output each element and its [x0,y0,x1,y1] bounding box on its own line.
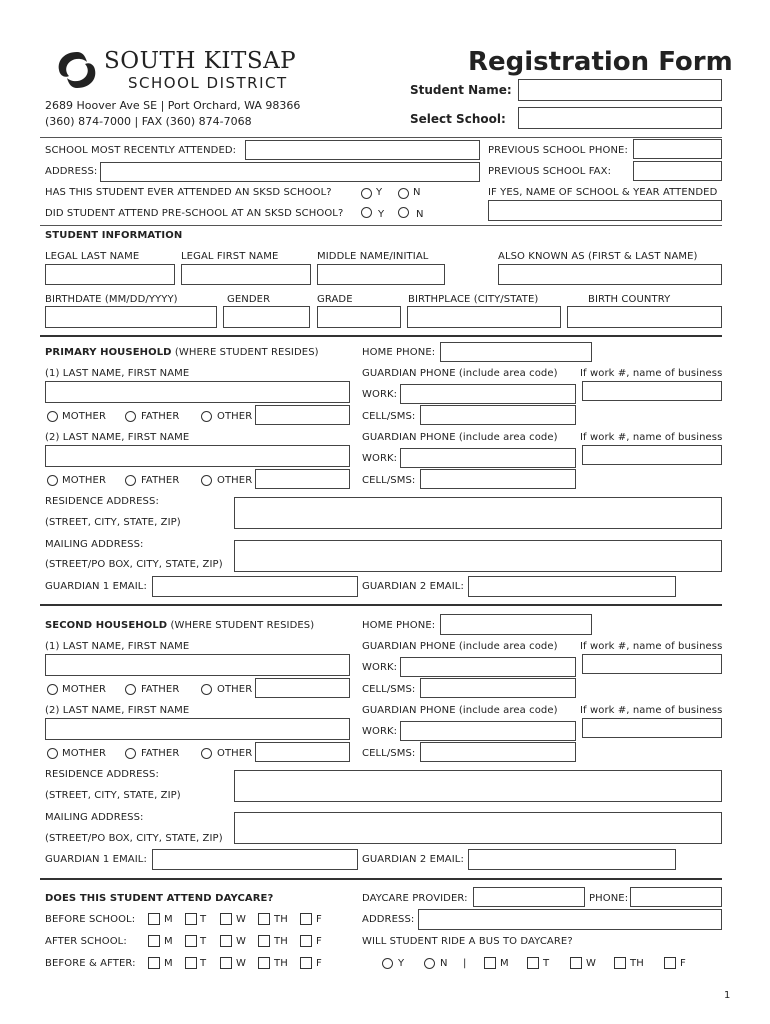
preschool-no-radio[interactable] [398,207,409,218]
divider [40,878,722,880]
gender-input[interactable] [223,306,310,328]
both-f-checkbox[interactable] [300,957,312,969]
cell-label: CELL/SMS: [362,411,416,422]
day-th-label: TH [274,914,288,925]
bus-yes-radio[interactable] [382,958,393,969]
day-f-label: F [680,958,686,969]
guardian-phone-label: GUARDIAN PHONE (include area code) [362,368,558,379]
residence-address-label: RESIDENCE ADDRESS: [45,496,159,507]
after-w-checkbox[interactable] [220,935,232,947]
cell-label: CELL/SMS: [362,475,416,486]
guardian2-email-label: GUARDIAN 2 EMAIL: [362,854,464,865]
day-w-label: W [236,936,246,947]
primary-g1-email-input[interactable] [152,576,358,597]
second-g2-cell-input[interactable] [420,742,576,762]
before-m-checkbox[interactable] [148,913,160,925]
gender-label: GENDER [227,294,271,305]
preschool-question: DID STUDENT ATTEND PRE-SCHOOL AT AN SKSD SCHOOL? [45,208,344,219]
prev-phone-label: PREVIOUS SCHOOL PHONE: [488,145,628,156]
father-label: FATHER [141,475,180,486]
before-f-checkbox[interactable] [300,913,312,925]
primary-g2-cell-input[interactable] [420,469,576,489]
day-t-label: T [200,914,207,925]
birth-country-input[interactable] [567,306,722,328]
day-th-label: TH [274,936,288,947]
second-g1-mother-radio[interactable] [47,684,58,695]
school-address-input[interactable] [100,162,480,182]
if-yes-input[interactable] [488,200,722,221]
primary-g2-mother-radio[interactable] [47,475,58,486]
residence-address-sub: (STREET, CITY, STATE, ZIP) [45,790,181,801]
after-f-checkbox[interactable] [300,935,312,947]
primary-home-phone-input[interactable] [440,342,592,362]
before-th-checkbox[interactable] [258,913,270,925]
guardian1-name-label: (1) LAST NAME, FIRST NAME [45,641,190,652]
guardian1-email-label: GUARDIAN 1 EMAIL: [45,581,147,592]
student-name-label: Student Name: [410,83,512,97]
divider [40,604,722,606]
after-m-checkbox[interactable] [148,935,160,947]
primary-heading-sub: (WHERE STUDENT RESIDES) [171,347,319,358]
if-yes-label: IF YES, NAME OF SCHOOL & YEAR ATTENDED [488,187,718,198]
yes-label: Y [376,187,383,198]
attended-no-radio[interactable] [398,188,409,199]
day-f-label: F [316,936,322,947]
work-label: WORK: [362,662,398,673]
mailing-address-label: MAILING ADDRESS: [45,812,144,823]
day-w-label: W [236,958,246,969]
work-label: WORK: [362,389,398,400]
yes-label: Y [378,209,385,220]
second-home-phone-input[interactable] [440,614,592,635]
work-label: WORK: [362,726,398,737]
second-g1-father-radio[interactable] [125,684,136,695]
primary-g1-name-input[interactable] [45,381,350,403]
home-phone-label: HOME PHONE: [362,347,436,358]
page-number: 1 [724,990,731,1001]
guardian2-name-label: (2) LAST NAME, FIRST NAME [45,705,190,716]
second-g1-cell-input[interactable] [420,678,576,698]
primary-g1-mother-radio[interactable] [47,411,58,422]
middle-name-label: MIDDLE NAME/INITIAL [317,251,429,262]
daycare-provider-label: DAYCARE PROVIDER: [362,893,468,904]
attended-question: HAS THIS STUDENT EVER ATTENDED AN SKSD SCHOOL? [45,187,332,198]
yes-label: Y [398,958,405,969]
birthdate-input[interactable] [45,306,217,328]
residence-address-sub: (STREET, CITY, STATE, ZIP) [45,517,181,528]
primary-g2-business-input[interactable] [582,445,722,465]
second-g2-business-input[interactable] [582,718,722,738]
primary-g2-father-radio[interactable] [125,475,136,486]
legal-first-label: LEGAL FIRST NAME [181,251,279,262]
logo-line1: SOUTH KITSAP [104,48,297,74]
second-g1-email-input[interactable] [152,849,358,870]
second-heading-text: SECOND HOUSEHOLD [45,620,168,631]
day-w-label: W [586,958,596,969]
address-label: ADDRESS: [45,166,98,177]
prev-fax-input[interactable] [633,161,722,181]
prev-phone-input[interactable] [633,139,722,159]
primary-g1-other-radio[interactable] [201,411,212,422]
guardian1-name-label: (1) LAST NAME, FIRST NAME [45,368,190,379]
bus-w-checkbox[interactable] [570,957,582,969]
second-household-heading [45,620,314,632]
attended-yes-radio[interactable] [361,188,372,199]
preschool-yes-radio[interactable] [361,207,372,218]
both-w-checkbox[interactable] [220,957,232,969]
after-th-checkbox[interactable] [258,935,270,947]
second-g1-other-input[interactable] [255,678,350,698]
daycare-phone-label: PHONE: [589,893,629,904]
if-work-label: If work #, name of business [580,705,723,716]
second-mailing-input[interactable] [234,812,722,844]
second-heading-sub: (WHERE STUDENT RESIDES) [167,620,315,631]
daycare-question: DOES THIS STUDENT ATTEND DAYCARE? [45,893,274,904]
day-f-label: F [316,958,322,969]
bus-question: WILL STUDENT RIDE A BUS TO DAYCARE? [362,936,573,947]
primary-g2-work-input[interactable] [400,448,576,468]
primary-household-heading [45,347,319,359]
mother-label: MOTHER [62,411,106,422]
birthdate-label: BIRTHDATE (MM/DD/YYYY) [45,294,178,305]
separator: | [463,958,467,969]
primary-g1-father-radio[interactable] [125,411,136,422]
primary-g2-other-input[interactable] [255,469,350,489]
second-g2-work-input[interactable] [400,721,576,741]
cell-label: CELL/SMS: [362,684,416,695]
select-school-label: Select School: [410,112,506,126]
day-f-label: F [316,914,322,925]
day-w-label: W [236,914,246,925]
mailing-address-label: MAILING ADDRESS: [45,539,144,550]
mother-label: MOTHER [62,475,106,486]
daycare-provider-input[interactable] [473,887,585,907]
other-label: OTHER [217,475,253,486]
day-t-label: T [200,936,207,947]
both-t-checkbox[interactable] [185,957,197,969]
guardian2-email-label: GUARDIAN 2 EMAIL: [362,581,464,592]
legal-first-input[interactable] [181,264,311,285]
other-label: OTHER [217,411,253,422]
no-label: N [416,209,424,220]
second-g2-email-input[interactable] [468,849,676,870]
daycare-address-input[interactable] [418,909,722,930]
day-m-label: M [164,958,173,969]
bus-m-checkbox[interactable] [484,957,496,969]
student-name-input[interactable] [518,79,722,101]
grade-label: GRADE [317,294,353,305]
grade-input[interactable] [317,306,401,328]
primary-residence-input[interactable] [234,497,722,529]
day-m-label: M [164,914,173,925]
aka-input[interactable] [498,264,722,285]
aka-label: ALSO KNOWN AS (FIRST & LAST NAME) [498,251,698,262]
no-label: N [413,187,421,198]
residence-address-label: RESIDENCE ADDRESS: [45,769,159,780]
father-label: FATHER [141,411,180,422]
guardian-phone-label: GUARDIAN PHONE (include area code) [362,705,558,716]
prev-fax-label: PREVIOUS SCHOOL FAX: [488,166,612,177]
guardian1-email-label: GUARDIAN 1 EMAIL: [45,854,147,865]
if-work-label: If work #, name of business [580,368,723,379]
if-work-label: If work #, name of business [580,432,723,443]
primary-g1-work-input[interactable] [400,384,576,404]
district-phone: (360) 874-7000 | FAX (360) 874-7068 [45,115,252,128]
day-m-label: M [500,958,509,969]
after-t-checkbox[interactable] [185,935,197,947]
bus-th-checkbox[interactable] [614,957,626,969]
no-label: N [440,958,448,969]
primary-mailing-input[interactable] [234,540,722,572]
day-m-label: M [164,936,173,947]
guardian-phone-label: GUARDIAN PHONE (include area code) [362,432,558,443]
both-m-checkbox[interactable] [148,957,160,969]
legal-last-label: LEGAL LAST NAME [45,251,140,262]
day-t-label: T [200,958,207,969]
daycare-address-label: ADDRESS: [362,914,415,925]
day-th-label: TH [274,958,288,969]
cell-label: CELL/SMS: [362,748,416,759]
second-g2-name-input[interactable] [45,718,350,740]
work-label: WORK: [362,453,398,464]
primary-heading-text: PRIMARY HOUSEHOLD [45,347,172,358]
middle-name-input[interactable] [317,264,445,285]
second-g1-other-radio[interactable] [201,684,212,695]
bus-f-checkbox[interactable] [664,957,676,969]
father-label: FATHER [141,684,180,695]
father-label: FATHER [141,748,180,759]
after-school-label: AFTER SCHOOL: [45,936,127,947]
other-label: OTHER [217,748,253,759]
primary-g2-other-radio[interactable] [201,475,212,486]
second-residence-input[interactable] [234,770,722,802]
district-address: 2689 Hoover Ave SE | Port Orchard, WA 98366 [45,99,301,112]
select-school-input[interactable] [518,107,722,129]
bus-no-radio[interactable] [424,958,435,969]
district-logo-icon [55,50,99,90]
logo-line2: SCHOOL DISTRICT [128,74,288,92]
recent-school-input[interactable] [245,140,480,160]
second-g1-work-input[interactable] [400,657,576,677]
second-g2-father-radio[interactable] [125,748,136,759]
birthplace-input[interactable] [407,306,561,328]
primary-g1-business-input[interactable] [582,381,722,401]
primary-g2-name-input[interactable] [45,445,350,467]
second-g1-business-input[interactable] [582,654,722,674]
day-t-label: T [543,958,550,969]
before-after-label: BEFORE & AFTER: [45,958,136,969]
both-th-checkbox[interactable] [258,957,270,969]
if-work-label: If work #, name of business [580,641,723,652]
recent-school-label: SCHOOL MOST RECENTLY ATTENDED: [45,145,237,156]
second-g2-mother-radio[interactable] [47,748,58,759]
other-label: OTHER [217,684,253,695]
page-title: Registration Form [468,47,733,77]
second-g1-name-input[interactable] [45,654,350,676]
primary-g2-email-input[interactable] [468,576,676,597]
before-w-checkbox[interactable] [220,913,232,925]
home-phone-label: HOME PHONE: [362,620,436,631]
mailing-address-sub: (STREET/PO BOX, CITY, STATE, ZIP) [45,559,223,570]
mother-label: MOTHER [62,748,106,759]
bus-t-checkbox[interactable] [527,957,539,969]
divider [40,225,722,226]
birth-country-label: BIRTH COUNTRY [588,294,671,305]
day-th-label: TH [630,958,644,969]
divider [40,137,722,138]
second-g2-other-radio[interactable] [201,748,212,759]
legal-last-input[interactable] [45,264,175,285]
mother-label: MOTHER [62,684,106,695]
mailing-address-sub: (STREET/PO BOX, CITY, STATE, ZIP) [45,833,223,844]
second-g2-other-input[interactable] [255,742,350,762]
daycare-phone-input[interactable] [630,887,722,907]
guardian-phone-label: GUARDIAN PHONE (include area code) [362,641,558,652]
before-school-label: BEFORE SCHOOL: [45,914,136,925]
student-info-heading: STUDENT INFORMATION [45,230,183,241]
primary-g1-other-input[interactable] [255,405,350,425]
birthplace-label: BIRTHPLACE (CITY/STATE) [408,294,539,305]
primary-g1-cell-input[interactable] [420,405,576,425]
divider [40,335,722,337]
guardian2-name-label: (2) LAST NAME, FIRST NAME [45,432,190,443]
before-t-checkbox[interactable] [185,913,197,925]
